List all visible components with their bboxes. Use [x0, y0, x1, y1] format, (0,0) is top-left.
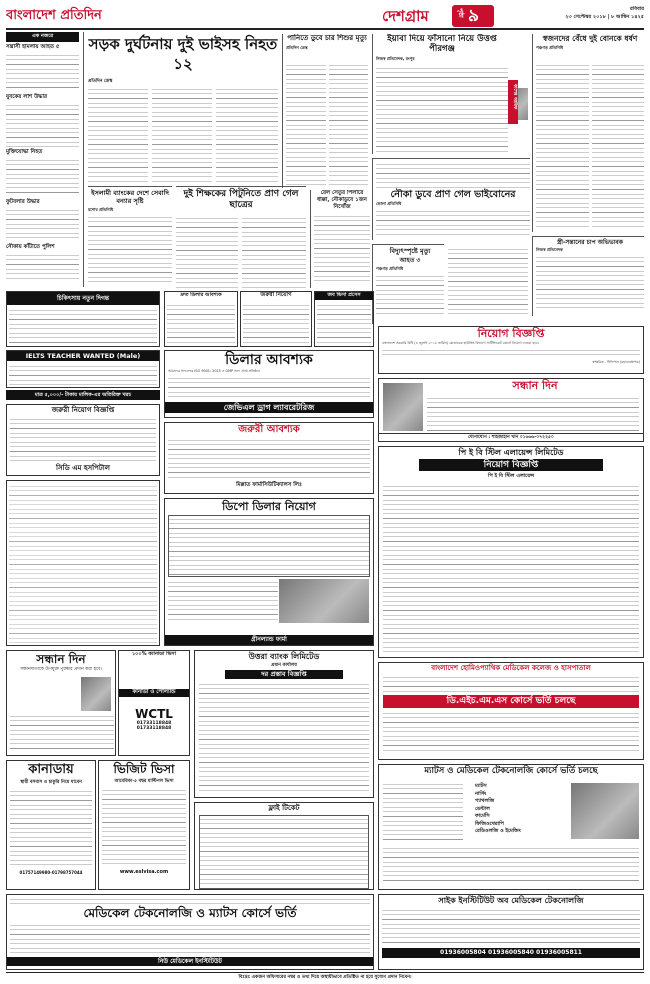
pond-story: [282, 34, 368, 188]
jaruri-ad: [164, 422, 374, 494]
teacher-story: [176, 186, 306, 288]
canada-big-sub: স্থায়ী বসবাস ও চাকুরি নিয়ে যাবেন: [20, 780, 82, 785]
boat-byline: ভোলা প্রতিনিধি: [376, 201, 402, 206]
jaruri-niyog-title: জরুরী নিয়োগ বিজ্ঞপ্তি: [51, 406, 115, 414]
brief-text: [6, 102, 79, 147]
brief-text: [6, 207, 79, 242]
jaruri-niyog-small: [240, 291, 312, 347]
small-ad-left-body: [9, 483, 157, 643]
dam-story: [532, 236, 644, 316]
dam-headline: স্ত্রী-সন্তানের চাপ অভিভাবক: [557, 239, 623, 246]
depo-ad: [164, 498, 374, 646]
canada-wctl-title: ১০০% ক্যানাডা ভিসা: [131, 651, 177, 657]
electric-byline: পঞ্চগড় প্রতিনিধি: [376, 266, 404, 271]
tied-headline: স্বজনদের বেঁধে দুই বোনকে ধর্ষণ: [542, 34, 638, 43]
left-brief-column: [6, 32, 84, 287]
brief-title: নৌকায় কাঁটাতে পুলিশ: [6, 244, 55, 250]
electric-story: [372, 244, 444, 324]
rail-story: [310, 190, 370, 288]
steel-sub: পি ই বি স্টিল এলায়েন্স: [487, 473, 535, 479]
medical-tech-body: [10, 922, 370, 956]
medicine-product-photo: [279, 579, 369, 623]
lead-body: [152, 86, 212, 184]
sandhan-right-title: সন্ধান দিন: [512, 379, 558, 392]
page-label: পৃষ্ঠা: [457, 8, 464, 18]
sciint-body: [382, 907, 640, 947]
missing-person-photo: [383, 383, 423, 431]
dateline-date: ২৩ সেপ্টেম্বর ২০১৮ | ৮ আশ্বিন ১৪২৫: [565, 14, 644, 20]
mats-body: [383, 781, 463, 841]
visit-visa-web: www.eslvisa.com: [119, 869, 169, 875]
canada-wctl-ad: [118, 650, 190, 756]
dateline-day: রবিবার: [630, 6, 644, 12]
islami-byline: যশোর প্রতিনিধি: [88, 207, 114, 212]
jaruri-company: মিল্লাত ফার্মাসিউটিক্যালস লিঃ: [236, 482, 302, 488]
yaba-headline: ইয়াবা দিয়ে ফাঁসানো নিয়ে উত্তপ্ত পীরগঞ্জ: [387, 34, 497, 54]
page-number-box: [452, 5, 494, 27]
paper-logo: বাংলাদেশ প্রতিদিন: [6, 8, 102, 23]
ielts-title: IELTS TEACHER WANTED (Male): [7, 351, 159, 361]
depo-body: [168, 579, 278, 623]
bank-title: উত্তরা ব্যাংক লিমিটেড: [248, 652, 320, 661]
niyog-top-lines: [382, 347, 640, 359]
page-number: ৯: [468, 6, 480, 26]
ielts-bottom-text: মাত্র ৫,০০০/- টাকায় মালিক-এর অতিরিক্ত খরচ: [34, 392, 132, 398]
dealer-small-ad: [164, 291, 238, 347]
side-strip-text: কাশেম আরিফ: [512, 84, 517, 110]
ticket-title: ফ্লাই টিকেট: [268, 804, 300, 812]
canada-wctl-brand: WCTL: [135, 707, 173, 721]
yaba-byline: নিজস্ব প্রতিবেদক, রংপুর: [376, 56, 415, 61]
brief-title: সন্ত্রাসী হামলায় আহত ৫: [6, 44, 60, 50]
jaruri-niyog-footer: সিডি এম হসপিটাল: [56, 464, 110, 472]
depo-title: ডিপো ডিলার নিয়োগ: [222, 500, 316, 513]
homeo-heading: ডি.এইচ.এম.এস কোর্সে ভর্তি চলছে: [383, 695, 639, 708]
sciint-phones: 01936005804 01936005840 01936005811: [382, 948, 640, 958]
visit-visa-title: ভিজিট ভিসা: [113, 762, 175, 776]
sandhan-right-footer: যোগাযোগ : শাহজাহান খান ০১৬৬৬-০৭২২৫০: [379, 433, 643, 441]
lead-body: [88, 86, 148, 184]
boat-body-top: [376, 161, 530, 189]
bank-sub: প্রধান কার্যালয়: [271, 663, 297, 668]
masthead-left: [6, 6, 118, 28]
tied-story: [532, 34, 644, 232]
pond-body: [286, 62, 326, 186]
hospital-ad: [6, 291, 160, 347]
dealer-small-title: দ্রুত ডিলার আবশ্যক: [180, 292, 222, 298]
mats-body-2: [383, 845, 639, 885]
small-ad-left: [6, 480, 160, 646]
islami-body: [88, 214, 172, 284]
sandhan-right-body: [427, 395, 639, 431]
dealer-body: আমাদের সাফল্যের ISO 9001: 2015 ও GMP সনদ প্রাপ্ত প্রতিষ্ঠান: [168, 369, 260, 373]
ticket-ad: [194, 802, 374, 890]
mats-ad: [378, 764, 644, 890]
ielts-bottom: [6, 390, 160, 400]
mats-list-item: ফিজিওথেরাপি: [475, 820, 504, 827]
jaruri-title: জরুরী আবশ্যক: [238, 424, 300, 435]
medical-tech-title: মেডিকেল টেকনোলজি ও ম্যাটস কোর্সে ভর্তি: [83, 906, 297, 920]
dam-byline: নিজস্ব প্রতিবেদক: [536, 246, 563, 252]
teacher-headline: দুই শিক্ষকের পিটুনিতে প্রাণ গেল ছাত্রের: [183, 189, 299, 210]
steel-heading: নিয়োগ বিজ্ঞপ্তি: [419, 459, 603, 471]
brief-title: ফুটবলার উদ্ধার: [6, 199, 40, 205]
ielts-body: [9, 363, 157, 385]
sandhan-left-ad: [6, 650, 116, 756]
lead-headline: সড়ক দুর্ঘটনায় দুই ভাইসহ নিহত ১২: [88, 35, 278, 73]
yaba-story: [372, 34, 508, 154]
dam-body: [536, 254, 644, 310]
canada-big-ad: [6, 760, 96, 890]
canada-wctl-sub: কানাডা ও পোল্যান্ড: [119, 689, 189, 697]
visit-visa-sub: আমেরিকা-৫ বছর মাল্টিপল ভিসা: [114, 779, 174, 784]
sandhan-left-photo: [81, 677, 111, 711]
brief-title: যুবকের লাশ উদ্ধার: [6, 94, 48, 100]
medical-tech-top: [10, 896, 370, 904]
lead-body: [216, 86, 278, 184]
niyog-top-ad: [378, 326, 644, 374]
teacher-body: [176, 215, 238, 288]
pond-byline: প্রতিদিন ডেস্ক: [286, 45, 308, 50]
boat-headline: নৌকা ডুবে প্রাণ গেল ভাইবোনের: [390, 189, 516, 200]
medical-tech-footer: নিউ মেডিকেল ইনস্টিটিউট: [7, 957, 373, 966]
hospital-ad-body: [9, 307, 157, 347]
depo-table: [168, 515, 370, 577]
dealer-ad: [164, 350, 374, 418]
tied-body: [536, 62, 589, 230]
rail-headline: রেল সেতুর পিলারে ধাক্কা, নৌকাডুবে ১জন নিখোঁজ: [317, 190, 367, 210]
pond-body: [329, 62, 368, 186]
jaruri-niyog-small-body: [243, 302, 309, 344]
mats-list-item: নার্সিং: [475, 790, 487, 797]
homeo-body: [383, 674, 639, 694]
sandhan-left-title: সন্ধান দিন: [36, 652, 86, 666]
jaruri-niyog-ad: [6, 404, 160, 476]
bank-ad: [194, 650, 374, 798]
yaba-body: [376, 65, 508, 154]
steel-body: [383, 483, 639, 653]
canada-big-title: কানাডায়: [28, 762, 74, 777]
tied-body: [592, 62, 644, 230]
dealer-lines: [168, 375, 370, 401]
job-visa-body: [317, 302, 371, 344]
dealer-title: ডিলার আবশ্যক: [225, 352, 313, 368]
jaruri-niyog-small-title: জরুরী নিয়োগ: [260, 292, 292, 298]
dateline: [498, 6, 644, 26]
depo-company: গ্রীনল্যান্ড ফার্মা: [165, 635, 373, 645]
sandhan-left-body: সন্ধানদাতাকে উপযুক্ত পুরষ্কার প্রদান করা হবে।: [20, 667, 102, 672]
boat-body: [376, 208, 530, 238]
teacher-body: [242, 215, 306, 288]
sciint-title: সাইক ইনস্টিটিউট অব মেডিকেল টেকনোলজি: [438, 896, 584, 905]
electric-sub: আহত ৩: [399, 257, 421, 264]
brief-text: [6, 252, 79, 282]
mats-list-item: প্যাথলজি: [475, 798, 495, 804]
niyog-top-body: বাংলাদেশ সরকারি বিধি (৪ জুলাই ২০১৮ তারিখ) মোতাবেক হাউজিং বিভাগে সার্টিফিকেট কোর্সে নিয়োগ দেওয়া হবে।: [382, 341, 539, 345]
sandhan-left-lines: [10, 713, 114, 753]
mats-list-item: ডেন্টাল: [475, 805, 490, 812]
footer-notice: বিঃদ্রঃ একজন অফিসারের নম্বর ও তথ্য দিয়ে অস্থায়ীভাবে প্রতিষ্ঠিত না হয়ে সুযোগ প্রদান নিবেন।: [238, 975, 412, 980]
islami-headline: ইসলামী ব্যাংকের দেশে সেবাদি বন্যার সৃষ্টি: [91, 189, 169, 205]
islami-story: [88, 186, 172, 288]
mats-list: [475, 783, 545, 836]
lead-story: [88, 34, 278, 184]
lead-byline: প্রতিদিন ডেস্ক: [88, 79, 113, 84]
mats-title: ম্যাটস ও মেডিকেল টেকনোলজি কোর্সে ভর্তি চলছে: [424, 766, 598, 776]
canada-wctl-phones: 01733118848 01733118848: [136, 721, 172, 731]
tied-byline: পঞ্চগড় প্রতিনিধি: [536, 45, 564, 50]
steel-ad: [378, 446, 644, 658]
mats-photo: [571, 783, 639, 839]
steel-title: পি ই বি স্টিল এলায়েন্স লিমিটেড: [458, 448, 564, 457]
niyog-top-sign: স্বাক্ষরিত - সিলিপান (মহাব্যবস্থাপক): [592, 359, 640, 364]
dealer-company: জেভিএল ড্রাগ ল্যাবরেটরিজ: [165, 402, 373, 413]
mats-list-item: ফার্মেসি: [475, 813, 490, 819]
boat-story: [372, 158, 530, 240]
niyog-top-title: নিয়োগ বিজ্ঞপ্তি: [477, 327, 545, 340]
dealer-small-body: [167, 302, 235, 344]
brief-title: মুক্তিযোদ্ধা নিহত: [6, 149, 43, 155]
jaruri-niyog-body: [10, 416, 156, 462]
electric-headline: বিদ্যুৎস্পৃষ্টে মৃত্যু: [389, 247, 431, 255]
brief-text: [6, 52, 79, 92]
jaruri-body: [168, 437, 370, 481]
sandhan-right-ad: [378, 378, 644, 442]
pond-headline: পানিতে ডুবে চার শিশুর মৃত্যু: [287, 34, 367, 42]
misc-body: [448, 246, 528, 318]
ielts-ad: [6, 350, 160, 388]
homeo-body-2: [383, 710, 639, 754]
electric-body: [376, 273, 444, 317]
canada-big-body: [10, 788, 92, 868]
mats-list-item: ম্যাটস: [475, 783, 487, 789]
bank-heading: দর প্রস্তাব বিজ্ঞপ্তি: [225, 670, 343, 679]
job-visa-title: জব ভিসা প্রসেস: [315, 292, 373, 300]
ticket-table: [199, 815, 369, 889]
canada-big-phone: 01757149980-01798757044: [19, 870, 83, 875]
job-visa-ad: [314, 291, 374, 347]
brief-tag: এক নজরে: [6, 32, 79, 42]
masthead-rule: [6, 28, 644, 30]
hospital-ad-title: চিকিৎসায় নতুন দিগন্ত: [7, 292, 159, 305]
homeo-ad: [378, 662, 644, 760]
brief-text: [6, 157, 79, 197]
mats-list-item: রেডিওলজি ও ইমেজিং: [475, 828, 521, 834]
sciint-ad: [378, 894, 644, 970]
footer-rule: [6, 972, 644, 973]
homeo-title: বাংলাদেশ হোমিওপ্যাথিক মেডিকেল কলেজ ও হাসপাতাল: [431, 664, 591, 672]
visit-visa-ad: [98, 760, 190, 890]
rail-body: [314, 213, 370, 283]
side-strip: [508, 80, 518, 124]
bank-body: [199, 681, 369, 793]
medical-tech-ad: [6, 894, 374, 970]
section-title: দেশগ্রাম: [382, 7, 429, 25]
visit-visa-body: [102, 787, 186, 867]
